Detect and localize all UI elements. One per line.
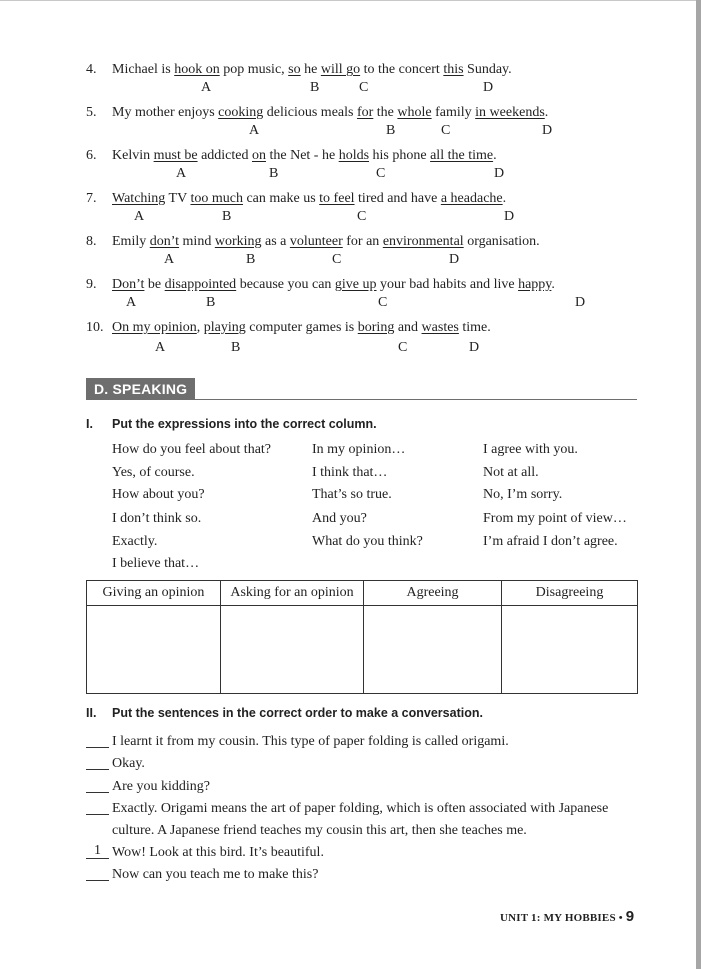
option-a: must be [153, 148, 198, 163]
option-c: give up [334, 277, 377, 292]
question-text: Michael is hook on pop music, so he will go to the concert this Sunday. [112, 62, 512, 77]
expression: I think that… [312, 465, 388, 480]
question-number: 5. [86, 105, 97, 120]
expression: No, I’m sorry. [483, 487, 563, 502]
expression: Not at all. [483, 465, 539, 480]
page-right-edge [696, 0, 701, 969]
answer-cell-asking[interactable] [221, 606, 364, 694]
part-number: II. [86, 706, 97, 720]
question-text: Kelvin must be addicted on the Net - he holds his phone all the time. [112, 148, 497, 163]
section-divider [86, 399, 637, 400]
option-a: Watching [112, 191, 166, 206]
part-number: I. [86, 417, 93, 431]
page-number: 9 [625, 908, 635, 925]
expression: What do you think? [312, 534, 423, 549]
option-c: volunteer [289, 234, 343, 249]
letter-a: A [164, 252, 175, 267]
letter-d: D [483, 80, 494, 95]
sentence-text: Are you kidding? [112, 779, 210, 794]
letter-c: C [332, 252, 342, 267]
option-d: wastes [421, 320, 459, 335]
section-title: D. SPEAKING [86, 378, 195, 400]
opinion-columns-table [86, 580, 638, 694]
expression: In my opinion… [312, 442, 406, 457]
question-text: On my opinion, playing computer games is boring and wastes time. [112, 320, 491, 335]
instruction-text: Put the expressions into the correct column. [112, 417, 377, 431]
question-number: 10. [86, 320, 104, 335]
letter-d: D [469, 340, 480, 355]
option-d: this [443, 62, 464, 77]
expression: I don’t think so. [112, 511, 202, 526]
question-number: 8. [86, 234, 97, 249]
answer-cell-disagreeing[interactable] [502, 606, 638, 694]
letter-d: D [542, 123, 553, 138]
expression: I’m afraid I don’t agree. [483, 534, 618, 549]
option-b: too much [190, 191, 243, 206]
page-top-edge [0, 0, 701, 1]
option-a: hook on [174, 62, 220, 77]
question-text: My mother enjoys cooking delicious meals for the whole family in weekends. [112, 105, 549, 120]
sentence-text: Wow! Look at this bird. It’s beautiful. [112, 845, 324, 860]
question-text: Don’t be disappointed because you can give up your bad habits and live happy. [112, 277, 555, 292]
letter-b: B [269, 166, 279, 181]
letter-c: C [398, 340, 408, 355]
letter-b: B [222, 209, 232, 224]
letter-d: D [575, 295, 586, 310]
instruction-text: Put the sentences in the correct order to make a conversation. [112, 706, 483, 720]
letter-a: A [176, 166, 187, 181]
option-a: cooking [218, 105, 264, 120]
letter-b: B [206, 295, 216, 310]
letter-b: B [310, 80, 320, 95]
question-number: 9. [86, 277, 97, 292]
letter-a: A [155, 340, 166, 355]
option-d: environmental [382, 234, 464, 249]
unit-label: UNIT 1: MY HOBBIES [500, 912, 616, 924]
table-header-row [87, 581, 638, 606]
expression: How do you feel about that? [112, 442, 272, 457]
option-d: in weekends [475, 105, 545, 120]
order-blank[interactable] [86, 776, 109, 793]
answer-cell-agreeing[interactable] [364, 606, 502, 694]
question-number: 7. [86, 191, 97, 206]
page-footer [500, 908, 634, 925]
letter-a: A [126, 295, 137, 310]
expression: Exactly. [112, 534, 158, 549]
sentence-text: culture. A Japanese friend teaches my cousin this art, then she teaches me. [112, 823, 527, 838]
letter-c: C [357, 209, 367, 224]
option-c: holds [338, 148, 370, 163]
sentence-text: Now can you teach me to make this? [112, 867, 319, 882]
letter-c: C [376, 166, 386, 181]
column-header-agreeing: Agreeing [364, 581, 502, 606]
column-header-disagreeing: Disagreeing [502, 581, 638, 606]
sentence-text: Okay. [112, 756, 145, 771]
letter-d: D [494, 166, 505, 181]
expression: How about you? [112, 487, 205, 502]
sentence-text: I learnt it from my cousin. This type of paper folding is called origami. [112, 734, 509, 749]
column-header-giving: Giving an opinion [87, 581, 221, 606]
order-blank[interactable] [86, 753, 109, 770]
letter-b: B [246, 252, 256, 267]
expression: And you? [312, 511, 367, 526]
expression: Yes, of course. [112, 465, 195, 480]
option-b: playing [203, 320, 246, 335]
letter-a: A [134, 209, 145, 224]
letter-c: C [378, 295, 388, 310]
option-c: whole [397, 105, 432, 120]
option-d: happy [518, 277, 552, 292]
option-b: on [251, 148, 266, 163]
expression: That’s so true. [312, 487, 392, 502]
letter-b: B [231, 340, 241, 355]
letter-c: C [359, 80, 369, 95]
sentence-text: Exactly. Origami means the art of paper folding, which is often associated with Japanese [112, 801, 609, 816]
option-a: don’t [149, 234, 180, 249]
order-blank[interactable] [86, 798, 109, 815]
order-blank[interactable] [86, 731, 109, 748]
option-c: boring [357, 320, 395, 335]
letter-a: A [201, 80, 212, 95]
order-blank[interactable]: 1 [86, 842, 109, 859]
letter-a: A [249, 123, 260, 138]
answer-cell-giving[interactable] [87, 606, 221, 694]
letter-d: D [504, 209, 515, 224]
expression: From my point of view… [483, 511, 627, 526]
letter-c: C [441, 123, 451, 138]
expression: I believe that… [112, 556, 200, 571]
option-b: working [214, 234, 262, 249]
footer-bullet: • [618, 912, 623, 924]
option-b: so [288, 62, 301, 77]
column-header-asking: Asking for an opinion [221, 581, 364, 606]
question-number: 4. [86, 62, 97, 77]
option-c: will go [320, 62, 361, 77]
table-answer-row [87, 606, 638, 694]
option-a: Don’t [112, 277, 145, 292]
option-c: to feel [319, 191, 355, 206]
question-number: 6. [86, 148, 97, 163]
option-b: for [356, 105, 374, 120]
option-d: a headache [440, 191, 503, 206]
question-text: Emily don’t mind working as a volunteer for an environmental organisation. [112, 234, 540, 249]
option-d: all the time [430, 148, 494, 163]
option-a: On my opinion [112, 320, 197, 335]
expression: I agree with you. [483, 442, 578, 457]
order-blank[interactable] [86, 864, 109, 881]
letter-b: B [386, 123, 396, 138]
option-b: disappointed [164, 277, 237, 292]
question-text: Watching TV too much can make us to feel tired and have a headache. [112, 191, 507, 206]
letter-d: D [449, 252, 460, 267]
